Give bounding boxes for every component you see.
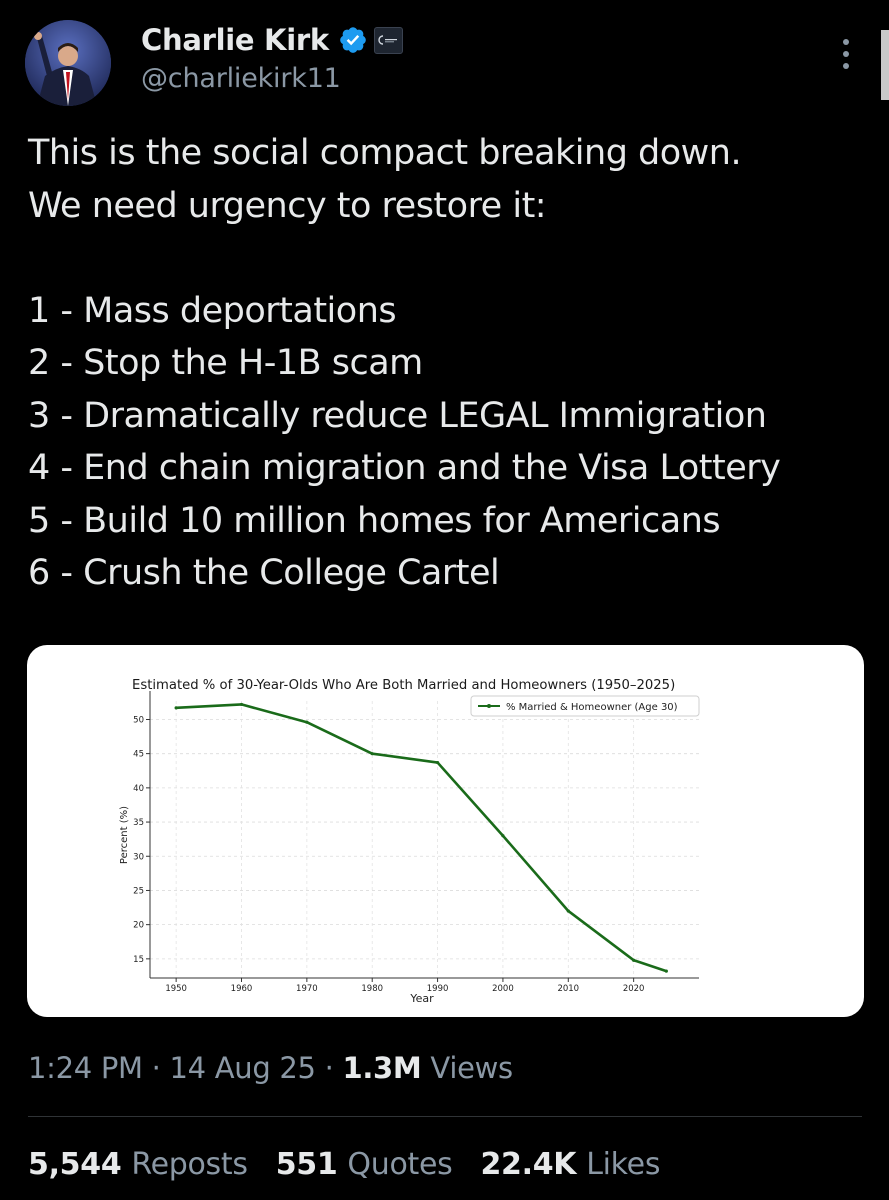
chart-legend-label: % Married & Homeowner (Age 30) bbox=[506, 702, 678, 713]
likes-count: 22.4K bbox=[480, 1147, 577, 1182]
chart-axes bbox=[146, 691, 699, 982]
chart-data-point bbox=[175, 706, 178, 709]
quotes-count: 551 bbox=[275, 1147, 338, 1182]
affiliate-logo-icon bbox=[377, 33, 399, 47]
quotes-stat[interactable] bbox=[276, 1147, 453, 1182]
chart-tick-labels bbox=[133, 715, 644, 994]
chart-x-tick-label: 1960 bbox=[230, 984, 253, 994]
chart-y-tick-label: 35 bbox=[133, 818, 144, 829]
author-handle[interactable]: @charliekirk11 bbox=[141, 63, 341, 94]
chart-x-tick-label: 2000 bbox=[492, 984, 514, 994]
chart-series-line bbox=[176, 704, 666, 971]
affiliate-badge-icon[interactable] bbox=[374, 27, 403, 54]
likes-stat[interactable] bbox=[480, 1147, 660, 1182]
reposts-label: Reposts bbox=[131, 1147, 248, 1182]
more-options-icon[interactable] bbox=[834, 36, 858, 76]
views-label: Views bbox=[421, 1051, 513, 1085]
chart-x-tick-label: 1950 bbox=[165, 984, 187, 994]
scrollbar-thumb[interactable] bbox=[881, 30, 889, 100]
reposts-count: 5,544 bbox=[28, 1147, 122, 1182]
chart-data-point bbox=[240, 703, 243, 706]
chart-y-tick-label: 45 bbox=[133, 749, 144, 760]
divider bbox=[28, 1116, 862, 1117]
tweet-time[interactable]: 1:24 PM bbox=[28, 1051, 143, 1085]
chart-x-axis-label: Year bbox=[410, 992, 434, 1005]
chart-y-tick-label: 20 bbox=[133, 920, 144, 931]
tweet-stats bbox=[28, 1147, 688, 1182]
views-count[interactable]: 1.3M bbox=[342, 1051, 422, 1085]
avatar[interactable] bbox=[25, 20, 111, 106]
tweet-text: This is the social compact breaking down. We need urgency to restore it: 1 - Mass deportations 2 - Stop the H-1B scam 3 - Dramatically reduce LEGAL Immigration 4 - End chain migration and the Visa Lottery 5 - Build 10 million homes for Americans 6 - Crush the College Cartel bbox=[28, 133, 781, 593]
verified-badge-icon bbox=[338, 25, 368, 55]
chart-x-tick-label: 1980 bbox=[361, 984, 384, 994]
chart-x-tick-label: 2010 bbox=[557, 984, 580, 994]
chart-data-point bbox=[567, 909, 570, 912]
chart-title: Estimated % of 30-Year-Olds Who Are Both Married and Homeowners (1950–2025) bbox=[132, 678, 676, 693]
chart-legend-marker bbox=[487, 704, 491, 708]
chart-data-point bbox=[501, 834, 504, 837]
chart-x-tick-label: 2020 bbox=[622, 984, 645, 994]
chart-legend bbox=[471, 696, 699, 716]
tweet-media-image[interactable] bbox=[27, 645, 864, 1017]
chart-y-tick-label: 25 bbox=[133, 886, 144, 897]
chart-gridlines bbox=[150, 701, 699, 978]
chart-y-axis-label: Percent (%) bbox=[119, 805, 130, 865]
chart-x-tick-label: 1970 bbox=[296, 984, 318, 994]
chart-series bbox=[175, 703, 668, 973]
meta-separator: · bbox=[315, 1051, 343, 1085]
avatar-image bbox=[25, 20, 111, 106]
line-chart bbox=[27, 645, 864, 1017]
chart-y-tick-label: 30 bbox=[133, 852, 144, 863]
chart-data-point bbox=[436, 761, 439, 764]
chart-y-tick-label: 40 bbox=[133, 783, 144, 794]
tweet-meta bbox=[28, 1051, 513, 1085]
quotes-label: Quotes bbox=[347, 1147, 453, 1182]
chart-data-point bbox=[371, 752, 374, 755]
reposts-stat[interactable] bbox=[28, 1147, 248, 1182]
author-display-name[interactable]: Charlie Kirk bbox=[141, 23, 329, 57]
tweet-date[interactable]: 14 Aug 25 bbox=[169, 1051, 316, 1085]
chart-x-tick-label: 1990 bbox=[426, 984, 449, 994]
chart-data-point bbox=[632, 959, 635, 962]
chart-y-tick-label: 15 bbox=[133, 954, 144, 965]
likes-label: Likes bbox=[586, 1147, 661, 1182]
chart-y-tick-label: 50 bbox=[133, 715, 144, 726]
chart-data-point bbox=[305, 721, 308, 724]
chart-data-point bbox=[665, 970, 668, 973]
author-name-row bbox=[141, 20, 403, 60]
meta-separator: · bbox=[142, 1051, 170, 1085]
